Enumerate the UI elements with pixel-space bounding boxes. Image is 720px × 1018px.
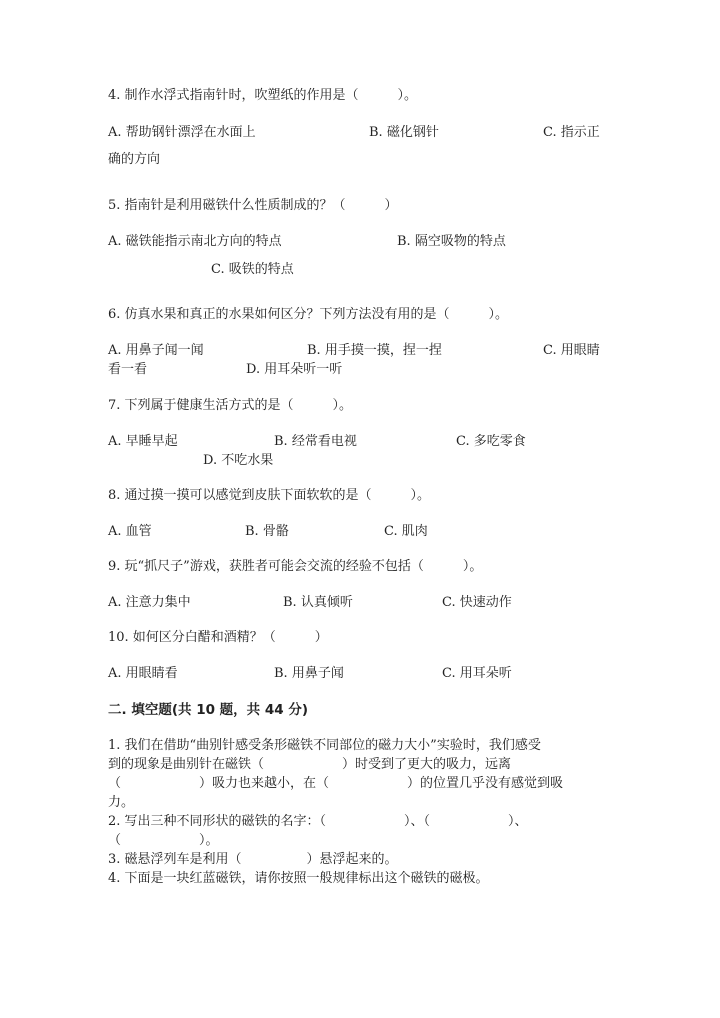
fill-3-line-1: 3. 磁悬浮列车是利用（ ）悬浮起来的。 [108,852,398,867]
fill-1-line-1: 1. 我们在借助“曲别针感受条形磁铁不同部位的磁力大小”实验时，我们感受 [108,738,541,753]
question-5-option-b: B. 隔空吸物的特点 [397,234,506,249]
question-4-option-a: A. 帮助钢针漂浮在水面上 [108,125,256,140]
question-9-stem: 9. 玩“抓尺子”游戏，获胜者可能会交流的经验不包括（ ）。 [108,559,483,574]
question-7-stem: 7. 下列属于健康生活方式的是（ ）。 [108,398,353,413]
question-4-option-c: C. 指示正 [543,125,600,140]
question-7-option-c: C. 多吃零食 [456,434,526,449]
question-7-option-d: D. 不吃水果 [203,453,274,468]
fill-4-line-1: 4. 下面是一块红蓝磁铁，请你按照一般规律标出这个磁铁的磁极。 [108,871,489,886]
question-6-option-c: C. 用眼睛 [543,343,600,358]
question-6-stem: 6. 仿真水果和真正的水果如何区分？下列方法没有用的是（ ）。 [108,307,509,322]
fill-1-line-2: 到的现象是曲别针在磁铁（ ）时受到了更大的吸力，远离 [108,757,512,772]
question-10-option-a: A. 用眼睛看 [108,666,178,681]
question-9-option-c: C. 快速动作 [442,595,512,610]
question-6-option-b: B. 用手摸一摸，捏一捏 [307,343,442,358]
question-8-option-b: B. 骨骼 [245,524,289,539]
question-10-option-b: B. 用鼻子闻 [274,666,344,681]
fill-2-line-2: （ ）。 [108,833,219,848]
question-10-option-c: C. 用耳朵听 [442,666,512,681]
question-10-stem: 10. 如何区分白醋和酒精？（ ） [108,630,328,645]
question-9-option-b: B. 认真倾听 [283,595,353,610]
question-4-option-b: B. 磁化钢针 [369,125,439,140]
question-6-option-a: A. 用鼻子闻一闻 [108,343,204,358]
question-8-stem: 8. 通过摸一摸可以感觉到皮肤下面软软的是（ ）。 [108,488,431,503]
question-5-option-a: A. 磁铁能指示南北方向的特点 [108,234,282,249]
question-7-option-a: A. 早睡早起 [108,434,178,449]
question-7-option-b: B. 经常看电视 [274,434,357,449]
question-9-option-a: A. 注意力集中 [108,595,191,610]
question-6-option-c-continued: 看一看 [108,362,148,377]
fill-1-line-4: 力。 [108,795,135,810]
fill-1-line-3: （ ）吸力也来越小，在（ ）的位置几乎没有感觉到吸 [108,776,564,791]
question-5-stem: 5. 指南针是利用磁铁什么性质制成的？（ ） [108,198,398,213]
section-2-heading: 二. 填空题(共 10 题，共 44 分) [108,702,309,718]
question-8-option-a: A. 血管 [108,524,152,539]
question-8-option-c: C. 肌肉 [384,524,428,539]
question-6-option-d: D. 用耳朵听一听 [246,362,343,377]
question-4-option-c-continued: 确的方向 [108,152,161,167]
question-4-stem: 4. 制作水浮式指南针时，吹塑纸的作用是（ ）。 [108,88,418,103]
fill-2-line-1: 2. 写出三种不同形状的磁铁的名字：（ ）、（ ）、 [108,814,528,829]
question-5-option-c: C. 吸铁的特点 [211,262,294,277]
